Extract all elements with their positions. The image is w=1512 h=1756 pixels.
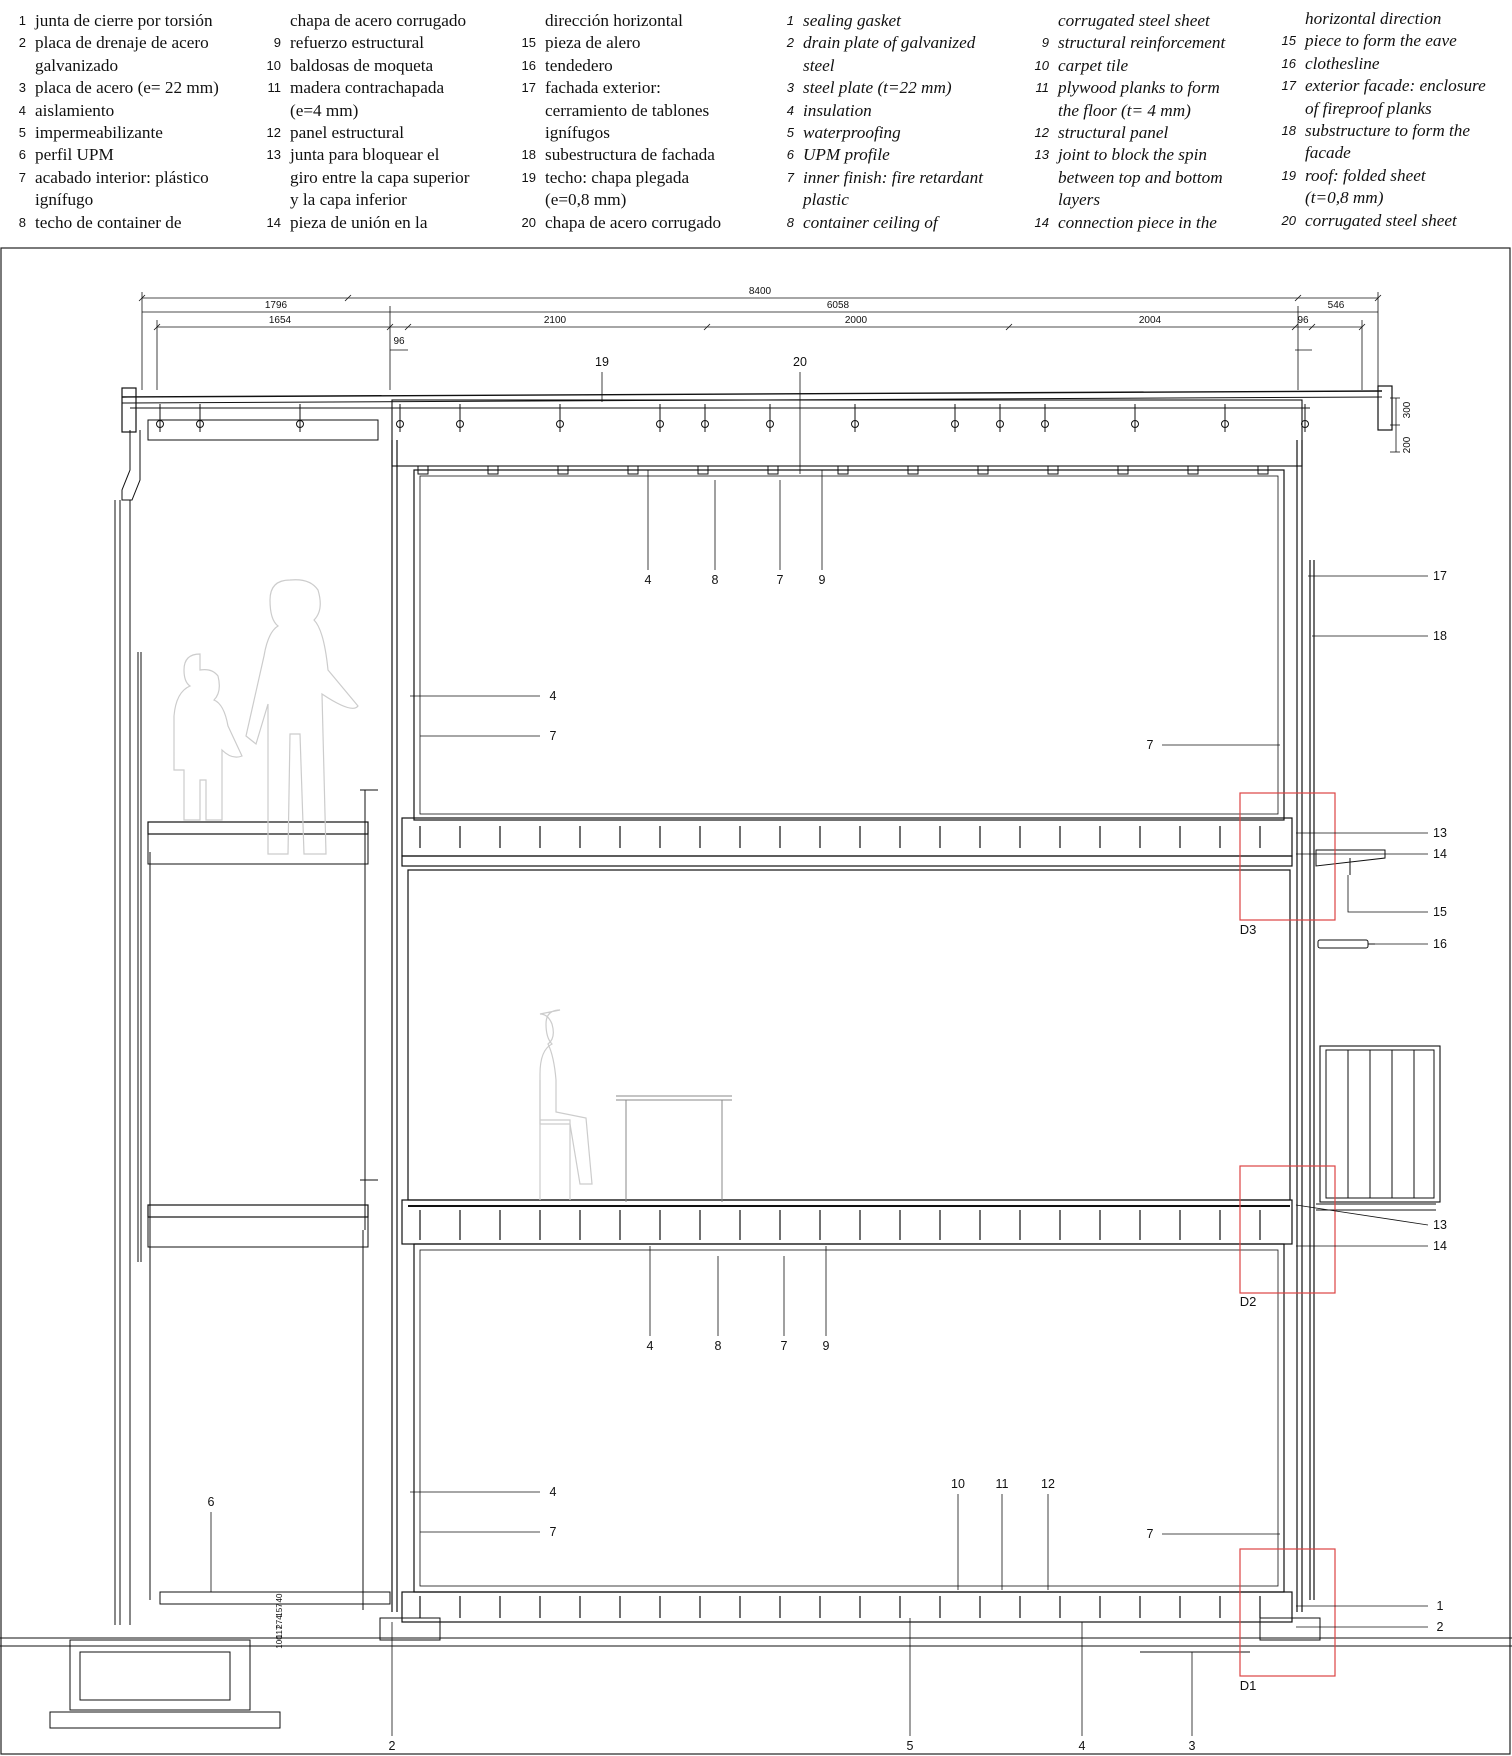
callout-number: 9 (822, 1339, 830, 1353)
legend-number: 15 (1281, 33, 1296, 49)
legend-number: 10 (1034, 57, 1049, 73)
legend-text: structural panel (1058, 123, 1169, 143)
legend-text: structural reinforcement (1058, 33, 1226, 53)
legend-number: 17 (1281, 78, 1296, 94)
legend-text: techo: chapa plegada (545, 167, 690, 187)
legend-number: 16 (1281, 55, 1296, 71)
callout-number: 14 (1433, 847, 1447, 861)
legend-text: chapa de acero corrugado (545, 212, 722, 232)
callout-number: 19 (595, 355, 609, 369)
legend-number: 2 (18, 35, 26, 51)
callout-number: 7 (1146, 1527, 1154, 1541)
legend-number: 19 (521, 169, 536, 185)
callout-number: 4 (549, 1485, 557, 1499)
callout-leader (1296, 1205, 1428, 1225)
legend-text: connection piece in the (1058, 212, 1217, 232)
legend-text: madera contrachapada (290, 78, 445, 98)
legend-number: 10 (266, 57, 281, 73)
callout-number: 4 (644, 573, 652, 587)
callout-number: 7 (780, 1339, 788, 1353)
callout-number: 5 (906, 1739, 914, 1753)
legend-number: 20 (521, 214, 536, 230)
legend-text: techo de container de (35, 212, 182, 232)
dim-vertical: 300 (1402, 401, 1413, 419)
callout-number: 14 (1433, 1239, 1447, 1253)
legend-text: baldosas de moqueta (290, 55, 434, 75)
container-stack (392, 440, 1314, 1622)
detail-label: D3 (1239, 922, 1257, 937)
legend-text: corrugated steel sheet (1058, 11, 1210, 30)
legend-number: 12 (1034, 125, 1049, 141)
legend-text: facade (1305, 143, 1351, 163)
legend-number: 16 (521, 57, 536, 73)
table (616, 1096, 732, 1202)
legend-number: 14 (1034, 214, 1049, 230)
legend-number: 13 (266, 147, 281, 163)
legend-number: 18 (1281, 123, 1296, 139)
legend-number: 6 (786, 147, 794, 163)
legend-number: 4 (18, 102, 26, 118)
legend-text: of fireproof planks (1305, 98, 1432, 118)
legend-number: 4 (786, 102, 794, 118)
legend-text: junta de cierre por torsión (35, 11, 213, 30)
legend-text: insulation (803, 100, 872, 120)
callout-number: 7 (549, 1525, 557, 1539)
callout-number: 16 (1433, 937, 1447, 951)
legend-text: layers (1058, 190, 1101, 210)
people-silhouettes (174, 580, 592, 1200)
callout-number: 13 (1433, 1218, 1447, 1232)
callout-number: 17 (1433, 569, 1447, 583)
legend-text: subestructura de fachada (545, 145, 715, 165)
callout-number: 1 (1436, 1599, 1444, 1613)
legend-text: ignífugo (35, 190, 94, 210)
legend-text: plywood planks to form (1058, 78, 1220, 98)
dim-ground: 157 (275, 1603, 284, 1617)
legend-text: container ceiling of (803, 212, 938, 232)
legend-text: acabado interior: plástico (35, 167, 209, 187)
legend-text: clothesline (1305, 53, 1380, 73)
roof-assembly (122, 386, 1392, 474)
dim-row2: 2000 (844, 315, 868, 326)
legend-number: 1 (786, 13, 794, 28)
legend-text: sealing gasket (803, 11, 901, 30)
dim-row1: 6058 (826, 300, 850, 311)
legend-text: (t=0,8 mm) (1305, 188, 1384, 208)
dim-row1: 546 (1327, 300, 1345, 311)
callout-number: 7 (776, 573, 784, 587)
legend-number: 8 (18, 214, 26, 230)
dim-row2: 2004 (1138, 315, 1162, 326)
callout-number: 4 (549, 689, 557, 703)
legend-number: 12 (266, 125, 281, 141)
legend-number: 5 (18, 125, 26, 141)
legend-number: 11 (1035, 80, 1049, 96)
legend-number: 19 (1281, 167, 1296, 183)
callout-number: 12 (1041, 1477, 1055, 1491)
legend-text: ignífugos (545, 123, 610, 143)
legend-text: giro entre la capa superior (290, 167, 470, 187)
legend-text: tendedero (545, 55, 613, 75)
callout-number: 18 (1433, 629, 1447, 643)
legend-text: the floor (t= 4 mm) (1058, 100, 1191, 120)
legend-number: 18 (521, 147, 536, 163)
legend-text: cerramiento de tablones (545, 100, 710, 120)
legend-number: 3 (786, 80, 794, 96)
legend-number: 11 (267, 80, 281, 96)
legend-number: 14 (266, 214, 281, 230)
callout-labels (208, 355, 1447, 1753)
legend-number: 17 (521, 80, 536, 96)
legend-text: (e=4 mm) (290, 100, 359, 120)
callout-number: 8 (711, 573, 719, 587)
legend-text: corrugated steel sheet (1305, 210, 1457, 230)
left-walkway (115, 430, 378, 1625)
legend-number: 13 (1034, 147, 1049, 163)
callout-number: 13 (1433, 826, 1447, 840)
dim-row2: 1654 (268, 315, 292, 326)
ground (0, 1592, 1512, 1728)
callout-leader (1348, 875, 1428, 912)
legend-text: fachada exterior: (545, 78, 661, 98)
callout-number: 15 (1433, 905, 1447, 919)
legend-text: substructure to form the (1305, 121, 1471, 141)
detail-label: D2 (1239, 1294, 1257, 1309)
legend-text: dirección horizontal (545, 11, 683, 30)
legend-number: 7 (786, 169, 794, 185)
legend-text: joint to block the spin (1058, 145, 1207, 165)
legend-text: aislamiento (35, 100, 115, 120)
legend-text: waterproofing (803, 123, 901, 143)
legend-number: 3 (18, 80, 26, 96)
legend-text: horizontal direction (1305, 9, 1442, 28)
legend-text: junta para bloquear el (290, 145, 440, 165)
legend-text: inner finish: fire retardant (803, 167, 983, 187)
legend-number: 9 (1041, 35, 1049, 51)
legend-text: placa de acero (e= 22 mm) (35, 78, 219, 98)
dim-ground: 40 (275, 1593, 284, 1603)
detail-labels (1240, 922, 1257, 1693)
callout-number: 2 (388, 1739, 396, 1753)
callout-number: 3 (1188, 1739, 1196, 1753)
dim-ground: 274 (275, 1615, 284, 1629)
callout-number: 2 (1436, 1620, 1444, 1634)
callout-number: 6 (207, 1495, 215, 1509)
legend-number: 6 (18, 147, 26, 163)
dim-ground: 117 (275, 1625, 284, 1639)
legend-number: 5 (786, 125, 794, 141)
detail-label: D1 (1239, 1678, 1257, 1693)
legend-number: 7 (18, 169, 26, 185)
legend-text: pieza de unión en la (290, 212, 428, 232)
callout-number: 8 (714, 1339, 722, 1353)
legend-number: 2 (786, 35, 794, 51)
legend-text: (e=0,8 mm) (545, 190, 627, 210)
legend-text: pieza de alero (545, 33, 641, 53)
legend-text: panel estructural (290, 123, 405, 143)
legend-text: y la capa inferior (290, 190, 407, 210)
legend-text: roof: folded sheet (1305, 165, 1426, 185)
dim-row2: 2100 (543, 315, 567, 326)
legend-text: exterior facade: enclosure (1305, 76, 1486, 96)
dim-total: 8400 (748, 286, 772, 297)
legend-text: carpet tile (1058, 55, 1129, 75)
legend-number: 8 (786, 214, 794, 230)
legend-text: placa de drenaje de acero (35, 33, 209, 53)
legend-text: drain plate of galvanized (803, 33, 976, 53)
callout-number: 7 (549, 729, 557, 743)
dimension-labels (265, 286, 1413, 1649)
legend-text: UPM profile (803, 145, 890, 165)
dim-small: 96 (393, 336, 405, 347)
legend-text: piece to form the eave (1305, 31, 1457, 51)
dim-vertical: 200 (1402, 436, 1413, 454)
legend-text: plastic (803, 190, 849, 210)
legend-text: refuerzo estructural (290, 33, 425, 53)
callout-number: 4 (646, 1339, 654, 1353)
legend-number: 1 (18, 13, 26, 28)
callout-number: 4 (1078, 1739, 1086, 1753)
dim-small: 96 (1297, 315, 1309, 326)
legend-text: steel (803, 55, 835, 75)
legend-text: chapa de acero corrugado (290, 11, 467, 30)
legend-number: 9 (273, 35, 281, 51)
legend-number: 15 (521, 35, 536, 51)
legend-number: 20 (1281, 212, 1296, 228)
legend-text: galvanizado (35, 55, 119, 75)
legend-text: between top and bottom (1058, 167, 1223, 187)
legend-text: steel plate (t=22 mm) (803, 78, 952, 98)
dim-row1: 1796 (264, 300, 288, 311)
callout-number: 10 (951, 1477, 965, 1491)
callout-number: 11 (995, 1477, 1009, 1491)
legend-text: perfil UPM (35, 145, 114, 165)
legend-text: impermeabilizante (35, 123, 163, 143)
callout-number: 7 (1146, 738, 1154, 752)
dim-ground: 100 (275, 1635, 284, 1649)
callout-number: 20 (793, 355, 807, 369)
callout-number: 9 (818, 573, 826, 587)
